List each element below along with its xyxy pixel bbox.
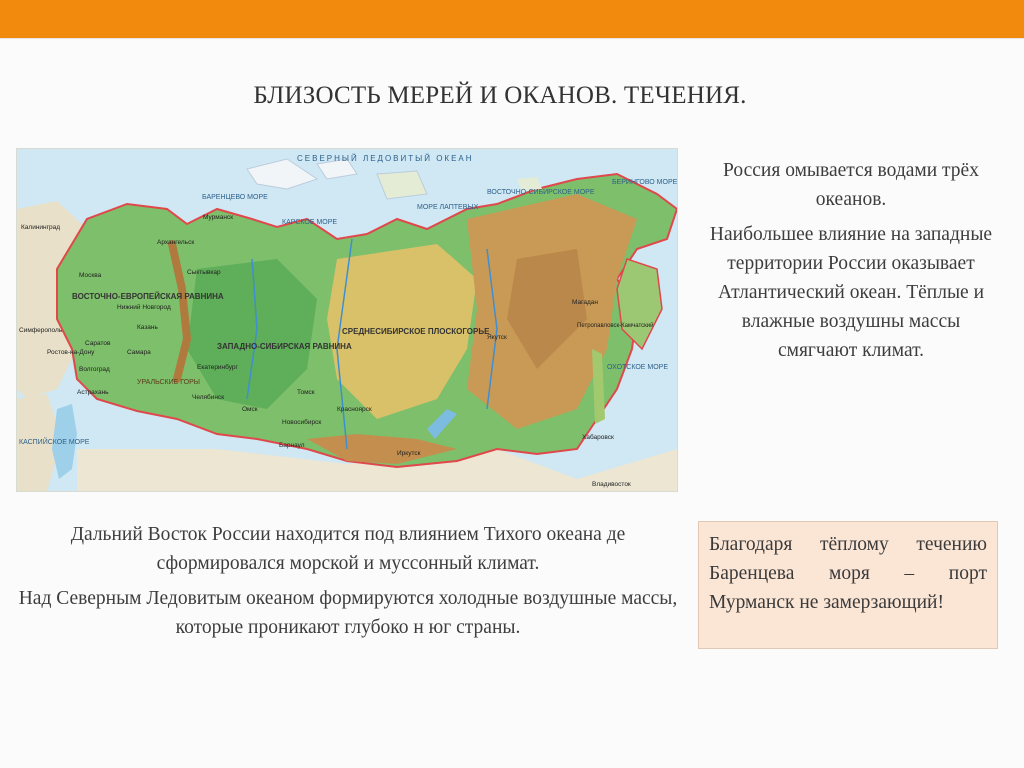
city-novosibirsk: Новосибирск [282,419,322,426]
bottom-text-block [18,520,678,648]
right-text-block [702,156,1000,371]
city-saratov: Саратов [85,340,111,347]
city-astrakhan: Астрахань [77,389,109,396]
city-yakutsk: Якутск [487,334,507,341]
city-samara: Самара [127,349,151,356]
city-petropavlovsk: Петропавловск-Камчатский [577,323,654,329]
right-paragraph-2: Наибольшее влияние на западные территории России оказывает Атлантический океан. Тёплые и влажные воздушны массы смягчают климат. [709,224,993,361]
label-east-european-plain: ВОСТОЧНО-ЕВРОПЕЙСКАЯ РАВНИНА [72,292,224,301]
city-kaliningrad: Калининград [21,224,61,231]
map-graphic [17,149,677,491]
city-rostov: Ростов-на-Дону [47,349,95,356]
city-syktyvkar: Сыктывкар [187,269,221,276]
city-omsk: Омск [242,406,258,413]
label-barents-sea: БАРЕНЦЕВО МОРЕ [202,194,268,201]
label-ural: УРАЛЬСКИЕ ГОРЫ [137,379,200,386]
city-nizhny-novgorod: Нижний Новгород [117,304,171,311]
label-central-siberian-plateau: СРЕДНЕСИБИРСКОЕ ПЛОСКОГОРЬЕ [342,327,490,336]
bottom-paragraph-1: Дальний Восток России находится под влиянием Тихого океана де сформировался морской и муссонный климат. [70,524,626,574]
city-simferopol: Симферополь [19,327,63,334]
russia-physical-map [16,148,678,492]
city-tomsk: Томск [297,389,315,396]
city-khabarovsk: Хабаровск [582,434,614,441]
city-krasnoyarsk: Красноярск [337,406,372,413]
city-yekaterinburg: Екатеринбург [197,364,238,371]
top-accent-bar [0,0,1024,38]
label-west-siberian-plain: ЗАПАДНО-СИБИРСКАЯ РАВНИНА [217,342,352,351]
label-kara-sea: КАРСКОЕ МОРЕ [282,219,338,226]
label-bering-sea: БЕРИНГОВО МОРЕ [612,179,677,186]
city-volgograd: Волгоград [79,366,110,373]
city-irkutsk: Иркутск [397,450,421,457]
city-arkhangelsk: Архангельск [157,239,195,246]
label-okhotsk-sea: ОХОТСКОЕ МОРЕ [607,364,669,371]
slide-title: БЛИЗОСТЬ МЕРЕЙ И ОКАНОВ. ТЕЧЕНИЯ. [253,82,747,109]
label-laptev-sea: МОРЕ ЛАПТЕВЫХ [417,204,479,211]
label-caspian: КАСПИЙСКОЕ МОРЕ [19,439,90,446]
city-chelyabinsk: Челябинск [192,394,225,401]
city-kazan: Казань [137,324,158,331]
label-east-siberian-sea: ВОСТОЧНО-СИБИРСКОЕ МОРЕ [487,189,595,196]
right-paragraph-1: Россия омывается водами трёх океанов. [723,160,979,210]
city-magadan: Магадан [572,299,598,306]
bottom-paragraph-2: Над Северным Ледовитым океаном формируются холодные воздушные массы, которые проникают глубоко н юг страны. [18,588,678,638]
callout-box: Благодаря тёплому течению Баренцева моря – порт Мурманск не замерзающий! [698,521,998,649]
city-barnaul: Барнаул [279,442,305,449]
city-moscow: Москва [79,272,102,279]
city-murmansk: Мурманск [203,214,234,221]
city-vladivostok: Владивосток [592,481,631,488]
label-arctic-ocean: СЕВЕРНЫЙ ЛЕДОВИТЫЙ ОКЕАН [297,154,474,163]
